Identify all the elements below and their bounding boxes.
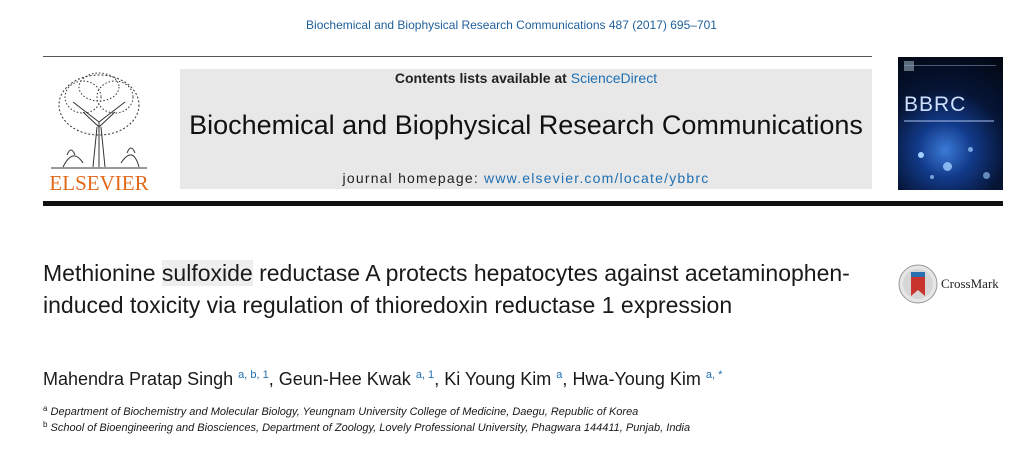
title-part-1: Methionine	[43, 260, 162, 286]
crossmark-icon	[897, 263, 939, 305]
cover-subtitle-bar	[904, 120, 994, 122]
title-highlighted-word: sulfoxide	[161, 260, 253, 286]
cover-light-dot	[968, 147, 973, 152]
cover-light-dot	[983, 172, 990, 179]
author-affiliation-marks[interactable]: a	[556, 369, 563, 381]
author-name[interactable]: Mahendra Pratap Singh	[43, 369, 234, 389]
journal-citation[interactable]: Biochemical and Biophysical Research Communications 487 (2017) 695–701	[306, 18, 717, 32]
elsevier-logo[interactable]	[43, 67, 155, 193]
elsevier-tree-icon	[43, 67, 155, 171]
title-part-2: reductase A protects hepatocytes against acetaminophen-induced toxicity via regulation of thioredoxin reductase 1 expression	[43, 260, 850, 318]
contents-line	[180, 70, 872, 86]
journal-title[interactable]: Biochemical and Biophysical Research Communications	[189, 110, 863, 140]
homepage-link[interactable]: www.elsevier.com/locate/ybbrc	[484, 170, 710, 186]
header-divider	[43, 201, 1003, 206]
top-divider	[43, 56, 872, 57]
sciencedirect-link[interactable]: ScienceDirect	[570, 70, 658, 86]
affiliation-item	[43, 404, 943, 418]
author-affiliation-marks[interactable]: a, *	[705, 369, 723, 381]
cover-light-dot	[930, 175, 934, 179]
author-name[interactable]: Hwa-Young Kim	[572, 369, 701, 389]
affiliation-mark: a	[43, 404, 48, 413]
author-name[interactable]: Ki Young Kim	[444, 369, 552, 389]
journal-cover-image[interactable]	[898, 57, 1003, 190]
elsevier-wordmark: ELSEVIER	[49, 171, 149, 195]
author-separator: ,	[562, 369, 573, 389]
cover-title: BBRC	[904, 93, 967, 116]
crossmark-badge[interactable]	[897, 263, 1007, 305]
author-affiliation-marks[interactable]: a, 1	[415, 369, 435, 381]
author-affiliation-marks[interactable]: a, b, 1	[238, 369, 269, 381]
affiliation-mark: b	[43, 420, 48, 429]
author-list	[43, 369, 943, 390]
cover-light-dot	[918, 152, 924, 158]
author-name[interactable]: Geun-Hee Kwak	[278, 369, 411, 389]
crossmark-label: CrossMark	[941, 276, 999, 291]
cover-light-dot	[943, 162, 952, 171]
article-title[interactable]	[43, 257, 873, 321]
affiliation-text: School of Bioengineering and Biosciences, Department of Zoology, Lovely Professional University, Phagwara 144411, Punjab, India	[50, 422, 691, 434]
affiliation-item	[43, 420, 943, 434]
homepage-prefix: journal homepage:	[342, 170, 485, 186]
cover-logo-mark	[904, 61, 914, 71]
author-separator: ,	[268, 369, 279, 389]
cover-rule	[904, 65, 996, 66]
contents-prefix: Contents lists available at	[394, 70, 571, 86]
journal-banner	[180, 69, 872, 189]
affiliation-text: Department of Biochemistry and Molecular Biology, Yeungnam University College of Medicine, Daegu, Republic of Korea	[50, 406, 639, 418]
author-separator: ,	[434, 369, 445, 389]
journal-homepage-line	[180, 170, 872, 186]
